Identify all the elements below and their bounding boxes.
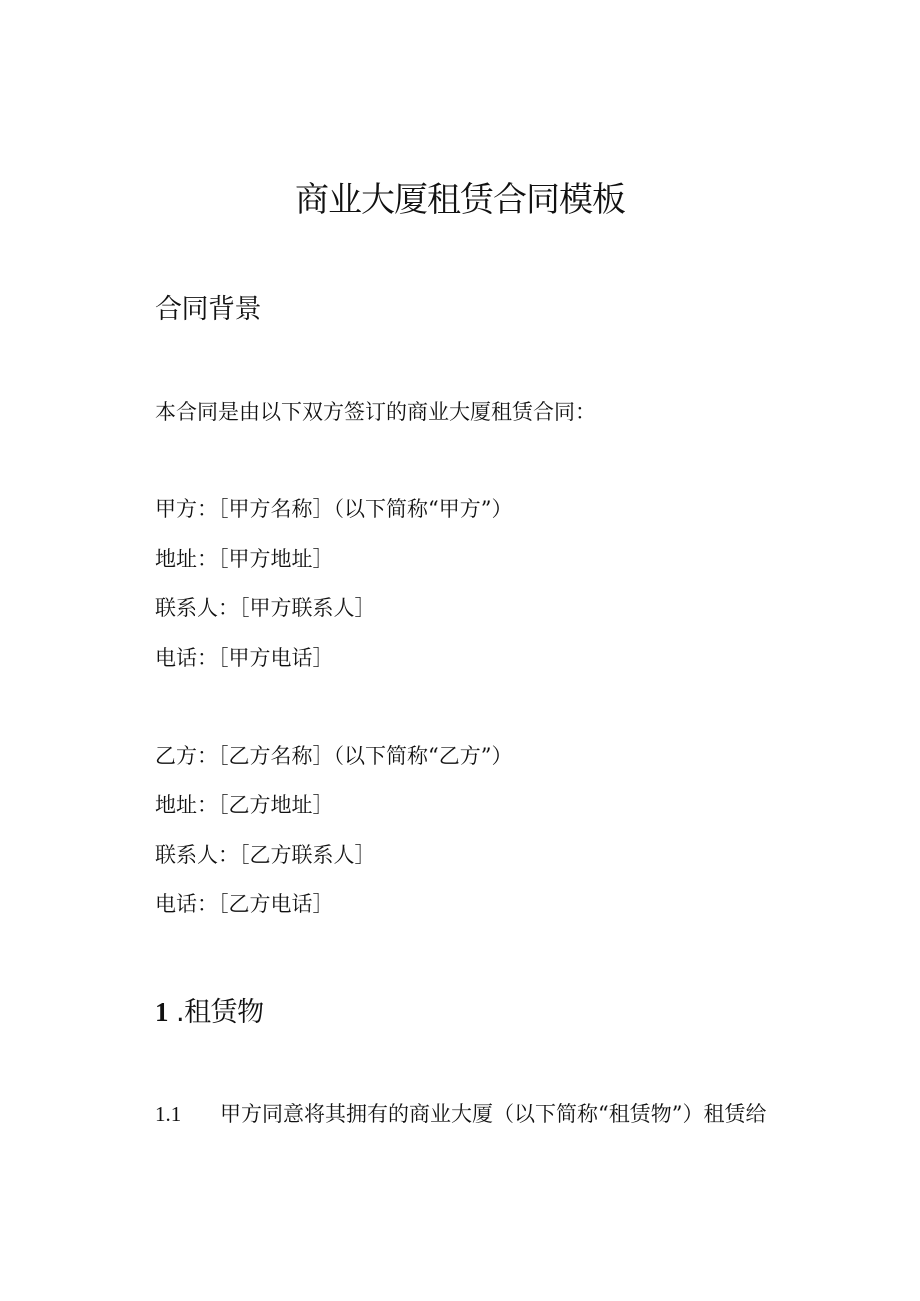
party-b-phone: 电话：［乙方电话］	[155, 892, 334, 916]
intro-paragraph: 本合同是由以下双方签订的商业大厦租赁合同：	[155, 400, 596, 424]
background-heading: 合同背景	[155, 294, 261, 325]
section-1-number: 1	[155, 997, 168, 1027]
clause-1-1-number: 1.1	[155, 1102, 182, 1126]
party-a-contact: 联系人：［甲方联系人］	[155, 596, 376, 620]
party-a-phone: 电话：［甲方电话］	[155, 646, 334, 670]
party-b-contact: 联系人：［乙方联系人］	[155, 843, 376, 867]
party-a-name: 甲方：［甲方名称］（以下简称“甲方”）	[155, 497, 513, 521]
party-b-name: 乙方：［乙方名称］（以下简称“乙方”）	[155, 744, 513, 768]
document-title: 商业大厦租赁合同模板	[295, 180, 625, 220]
section-1-title: .租赁物	[176, 997, 264, 1028]
clause-1-1-text: 甲方同意将其拥有的商业大厦（以下简称“租赁物”）租赁给	[220, 1102, 767, 1126]
section-1-heading	[155, 994, 264, 1031]
party-b-address: 地址：［乙方地址］	[155, 793, 334, 817]
party-a-address: 地址：［甲方地址］	[155, 547, 334, 571]
